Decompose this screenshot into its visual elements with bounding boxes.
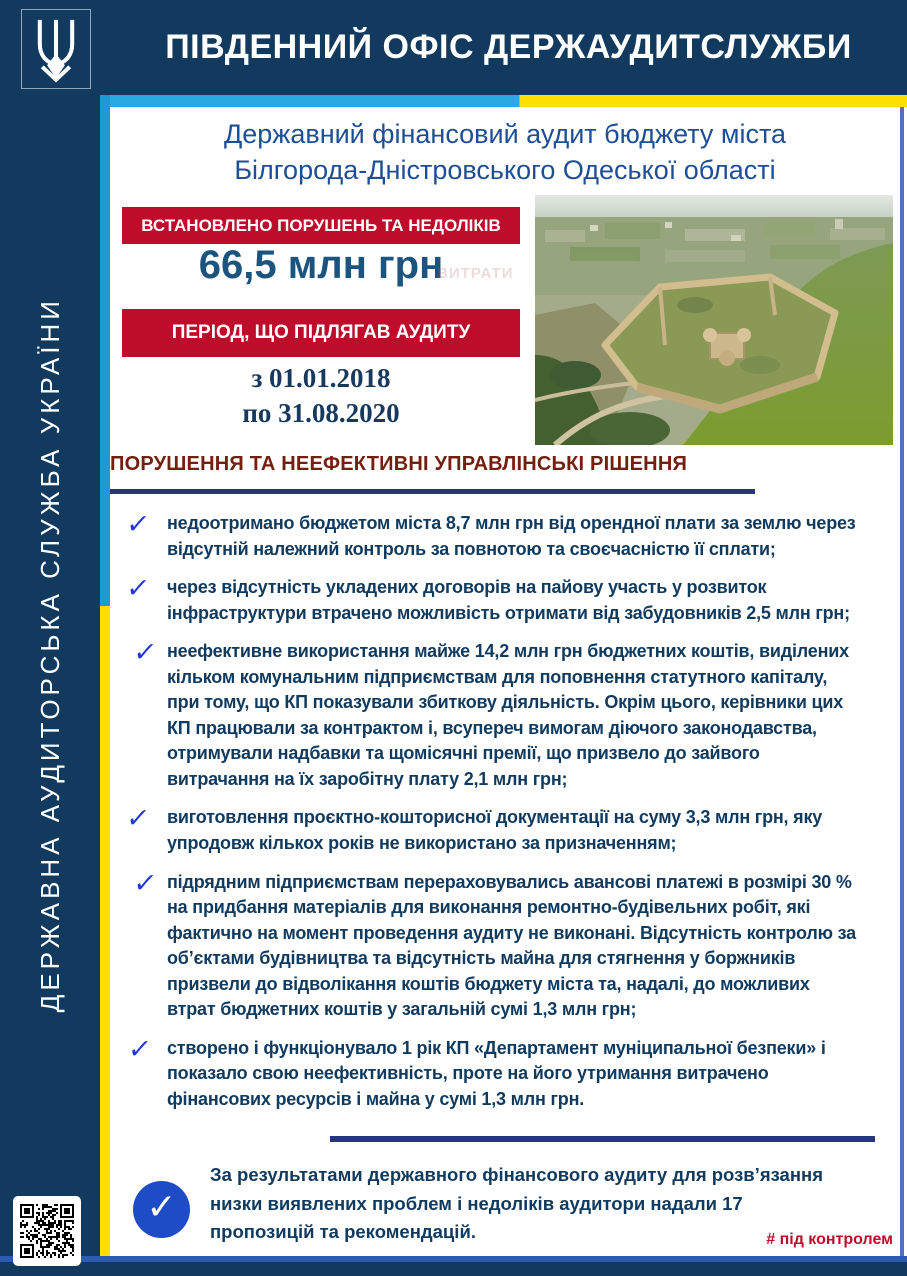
section-heading: ПОРУШЕННЯ ТА НЕЕФЕКТИВНІ УПРАВЛІНСЬКІ РІШЕННЯ xyxy=(110,453,688,475)
list-item xyxy=(125,511,890,562)
check-icon: ✓ xyxy=(124,573,152,605)
fortress-aerial-photo xyxy=(535,195,893,445)
page-title xyxy=(110,117,900,189)
heading-underline xyxy=(110,489,755,494)
flag-stripe-top xyxy=(100,95,907,107)
header xyxy=(0,0,907,95)
summary-text: За результатами державного фінансового аудиту для розв’язання низки виявлених проблем і недоліків аудитори надали 17 пропозицій та рекомендацій. xyxy=(210,1164,823,1243)
trident-icon xyxy=(31,15,81,83)
list-item-text: через відсутність укладених договорів на пайову участь у розвиток інфраструктури втрачено можливість отримати від забудовників 2,5 млн грн; xyxy=(167,577,850,623)
summary-divider xyxy=(330,1136,875,1142)
period-from: з 01.01.2018 xyxy=(251,363,391,393)
page-title-line1: Державний фінансовий аудит бюджету міста xyxy=(223,119,787,149)
watermark-text: ВИТРАТИ xyxy=(437,265,514,282)
list-item xyxy=(125,1033,890,1113)
check-circle-icon xyxy=(133,1181,190,1238)
right-accent-line xyxy=(900,107,904,1256)
qr-code-icon xyxy=(13,1196,81,1266)
check-icon: ✓ xyxy=(126,1033,154,1065)
check-icon: ✓ xyxy=(131,637,159,669)
period-badge: ПЕРІОД, ЩО ПІДЛЯГАВ АУДИТУ xyxy=(122,309,520,357)
check-icon: ✓ xyxy=(131,867,159,899)
sidebar xyxy=(0,95,100,1276)
list-item-text: недоотримано бюджетом міста 8,7 млн грн від орендної плати за землю через відсутній належний контроль за повнотою та своєчасністю її сплати; xyxy=(167,513,856,559)
check-glyph: ✓ xyxy=(146,1186,177,1228)
check-icon: ✓ xyxy=(124,803,152,835)
period-to: по 31.08.2020 xyxy=(242,398,400,428)
coat-of-arms-logo xyxy=(21,9,91,89)
list-item-text: виготовлення проєктно-кошторисної документації на суму 3,3 млн грн, яку упродовж кількох років не використано за призначенням; xyxy=(167,807,823,854)
violations-list xyxy=(125,511,890,1125)
header-title: ПІВДЕННИЙ ОФІС ДЕРЖАУДИТСЛУЖБИ xyxy=(165,28,852,66)
list-item xyxy=(125,867,890,1023)
hashtag-label: # під контролем xyxy=(766,1231,893,1248)
list-item xyxy=(125,639,890,792)
list-item-text: підрядним підприємствам перераховувались авансові платежі в розмірі 30 % на придбання матеріалів для виконання ремонтно-будівельних робіт, які фактично на момент проведення аудиту не виконані. Відсутність контролю за об’єктами будівництва та відсутність майна для стягнення у боржників призвели до відволікання коштів бюджету міста та, надалі, до можливих втрат бюджетних коштів у загальній сумі 1,3 млн грн; xyxy=(167,871,856,1020)
violations-amount: 66,5 млн грн xyxy=(198,243,444,287)
list-item-text: неефективне використання майже 14,2 млн грн бюджетних коштів, виділених кільком комунальним підприємствам для поповнення статутного капіталу, при тому, що КП показували збиткову діяльність. Окрім цього, керівники цих КП працювали за контрактом і, всупереч вимогам діючого законодавства, отримували надбавки та щомісячні премії, що призвело до зайвого витрачання на їх заробітну плату 2,1 млн грн; xyxy=(167,641,849,789)
list-item-text: створено і функціонувало 1 рік КП «Департамент муніципальної безпеки» і показало свою неефективність, проте на його утримання витрачено фінансових ресурсів і майна у сумі 1,3 млн грн. xyxy=(167,1037,826,1109)
footer-bar xyxy=(0,1256,907,1276)
sidebar-vertical-text: ДЕРЖАВНА АУДИТОРСЬКА СЛУЖБА УКРАЇНИ xyxy=(34,297,65,1013)
flag-stripe-left xyxy=(100,95,110,1256)
violations-badge: ВСТАНОВЛЕНО ПОРУШЕНЬ ТА НЕДОЛІКІВ xyxy=(122,207,520,244)
sidebar-vertical-text-wrap xyxy=(0,95,100,1215)
check-icon: ✓ xyxy=(124,509,152,540)
page-title-line2: Білгорода-Дністровського Одеської області xyxy=(234,154,776,185)
list-item xyxy=(125,805,890,856)
list-item xyxy=(125,575,890,626)
content-card xyxy=(100,95,907,1256)
